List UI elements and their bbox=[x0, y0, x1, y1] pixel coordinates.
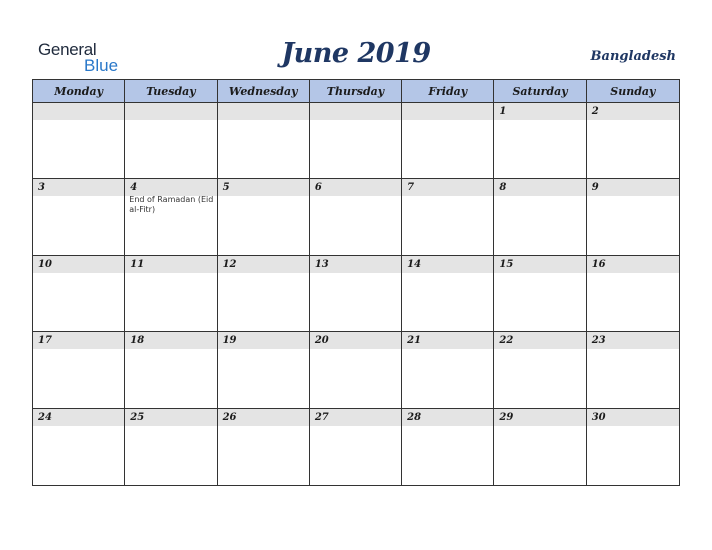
day-cell bbox=[218, 332, 310, 408]
day-number: 18 bbox=[125, 332, 216, 349]
day-number: 13 bbox=[310, 256, 401, 273]
day-cell bbox=[33, 409, 125, 485]
day-cell bbox=[587, 409, 679, 485]
day-number: 17 bbox=[33, 332, 124, 349]
day-number: 3 bbox=[33, 179, 124, 196]
day-cell bbox=[33, 256, 125, 332]
day-number: 26 bbox=[218, 409, 309, 426]
day-number: 27 bbox=[310, 409, 401, 426]
weekday-header: Tuesday bbox=[125, 80, 217, 103]
day-number: 22 bbox=[494, 332, 585, 349]
day-cell bbox=[310, 409, 402, 485]
day-cell bbox=[125, 179, 217, 255]
day-number: 9 bbox=[587, 179, 679, 196]
day-number: 1 bbox=[494, 103, 585, 120]
day-number: 20 bbox=[310, 332, 401, 349]
day-cell bbox=[402, 409, 494, 485]
day-number: 21 bbox=[402, 332, 493, 349]
day-number: 23 bbox=[587, 332, 679, 349]
day-number: 8 bbox=[494, 179, 585, 196]
day-number: 16 bbox=[587, 256, 679, 273]
logo-text-general: General bbox=[38, 40, 97, 59]
day-cell bbox=[218, 179, 310, 255]
day-number: 12 bbox=[218, 256, 309, 273]
day-number: 30 bbox=[587, 409, 679, 426]
day-cell bbox=[125, 332, 217, 408]
day-cell bbox=[33, 332, 125, 408]
day-number bbox=[33, 103, 124, 120]
day-cell bbox=[587, 256, 679, 332]
day-number: 2 bbox=[587, 103, 679, 120]
calendar-grid bbox=[32, 79, 680, 486]
day-number: 15 bbox=[494, 256, 585, 273]
day-cell bbox=[494, 103, 586, 179]
day-number: 29 bbox=[494, 409, 585, 426]
day-number: 11 bbox=[125, 256, 216, 273]
day-cell bbox=[310, 103, 402, 179]
day-number: 25 bbox=[125, 409, 216, 426]
day-number bbox=[402, 103, 493, 120]
day-number: 5 bbox=[218, 179, 309, 196]
day-number: 4 bbox=[125, 179, 216, 196]
weekday-header: Sunday bbox=[587, 80, 679, 103]
day-number: 19 bbox=[218, 332, 309, 349]
day-number: 7 bbox=[402, 179, 493, 196]
day-cell bbox=[494, 409, 586, 485]
day-cell bbox=[218, 409, 310, 485]
day-cell bbox=[125, 409, 217, 485]
logo-text-blue: Blue bbox=[84, 56, 119, 75]
holiday-label: End of Ramadan (Eid al-Fitr) bbox=[129, 195, 214, 215]
day-cell bbox=[310, 179, 402, 255]
day-number: 10 bbox=[33, 256, 124, 273]
weekday-header: Saturday bbox=[494, 80, 586, 103]
day-cell bbox=[402, 179, 494, 255]
day-cell bbox=[33, 179, 125, 255]
day-cell bbox=[402, 256, 494, 332]
weekday-header: Wednesday bbox=[218, 80, 310, 103]
day-number: 28 bbox=[402, 409, 493, 426]
day-number: 6 bbox=[310, 179, 401, 196]
day-cell bbox=[33, 103, 125, 179]
day-cell bbox=[402, 103, 494, 179]
weekday-header: Friday bbox=[402, 80, 494, 103]
day-number bbox=[218, 103, 309, 120]
day-cell bbox=[218, 103, 310, 179]
day-number bbox=[310, 103, 401, 120]
day-number bbox=[125, 103, 216, 120]
day-cell bbox=[587, 332, 679, 408]
day-cell bbox=[310, 332, 402, 408]
day-cell bbox=[218, 256, 310, 332]
day-cell bbox=[587, 103, 679, 179]
country-label: Bangladesh bbox=[590, 49, 676, 64]
day-number: 14 bbox=[402, 256, 493, 273]
day-number: 24 bbox=[33, 409, 124, 426]
day-cell bbox=[494, 179, 586, 255]
calendar-title: June 2019 bbox=[281, 38, 431, 69]
weekday-header: Thursday bbox=[310, 80, 402, 103]
day-cell bbox=[494, 332, 586, 408]
day-cell bbox=[494, 256, 586, 332]
day-cell bbox=[310, 256, 402, 332]
day-cell bbox=[125, 103, 217, 179]
weekday-header: Monday bbox=[33, 80, 125, 103]
day-cell bbox=[587, 179, 679, 255]
day-cell bbox=[125, 256, 217, 332]
day-cell bbox=[402, 332, 494, 408]
